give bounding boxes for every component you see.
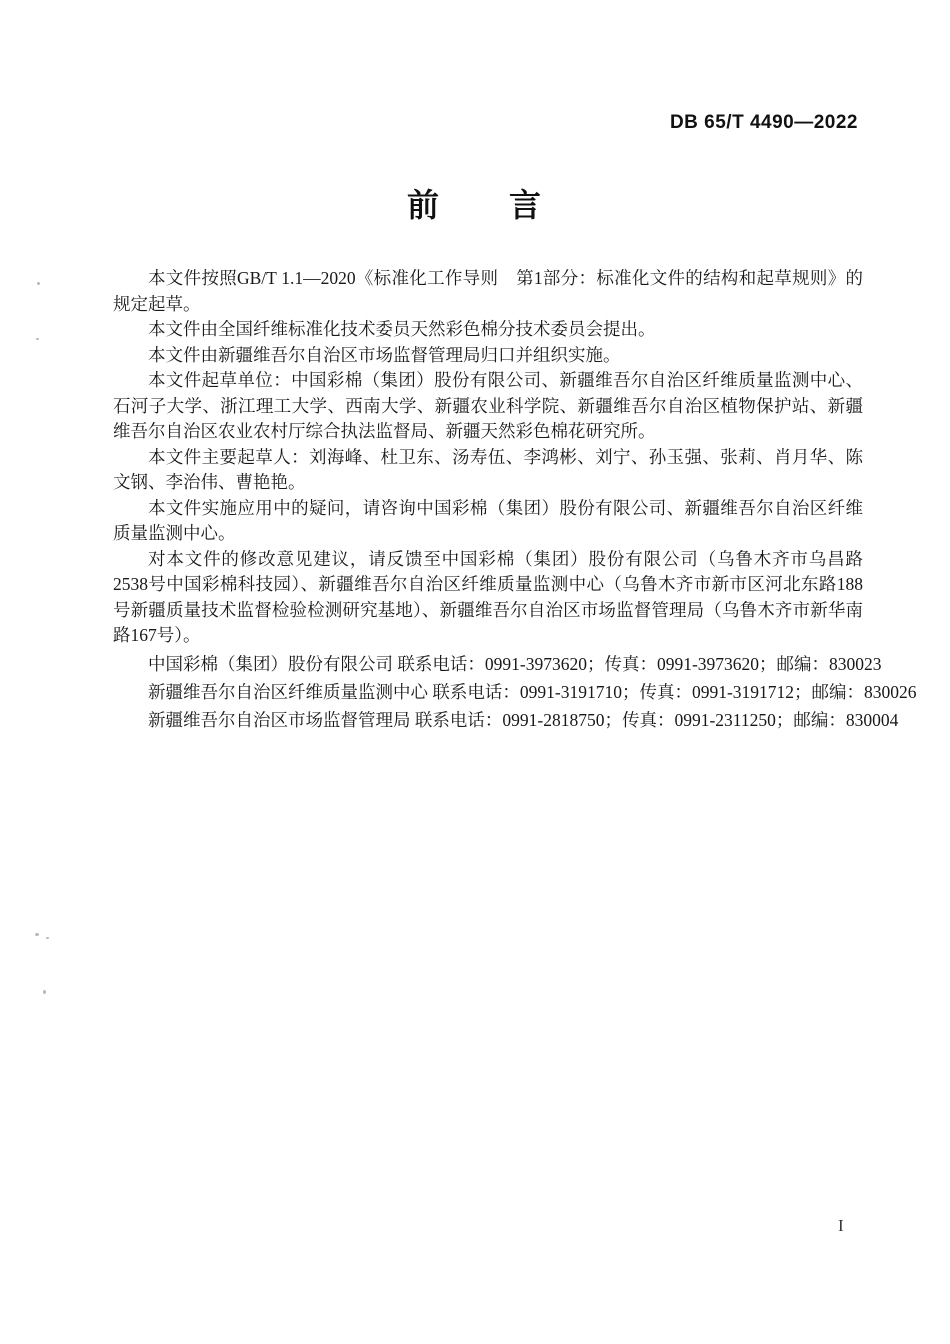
- paragraph-drafting-rules: 本文件按照GB/T 1.1—2020《标准化工作导则 第1部分：标准化文件的结构和起草规则》的规定起草。: [113, 268, 863, 314]
- paragraph-feedback-addresses: 对本文件的修改意见建议，请反馈至中国彩棉（集团）股份有限公司（乌鲁木齐市乌昌路2538号中国彩棉科技园）、新疆维吾尔自治区纤维质量监测中心（乌鲁木齐市新市区河北东路188号新疆质量技术监督检验检测研究基地）、新疆维吾尔自治区市场监督管理局（乌鲁木齐市新华南路167号）。: [113, 548, 863, 645]
- contact-line-market-regulation-bureau: 新疆维吾尔自治区市场监督管理局 联系电话：0991-2818750；传真：0991-2311250；邮编：830004: [148, 709, 899, 730]
- contact-info: [113, 650, 917, 734]
- scan-artifact: [37, 282, 40, 285]
- foreword-body: [113, 266, 917, 734]
- scan-artifact: [35, 933, 39, 936]
- scan-artifact: [36, 338, 39, 340]
- scan-artifact: [46, 937, 49, 939]
- paragraph-administered-by: 本文件由新疆维吾尔自治区市场监督管理局归口并组织实施。: [148, 344, 621, 365]
- paragraph-drafting-organizations: 本文件起草单位：中国彩棉（集团）股份有限公司、新疆维吾尔自治区纤维质量监测中心、石河子大学、浙江理工大学、西南大学、新疆农业科学院、新疆维吾尔自治区植物保护站、新疆维吾尔自治区农业农村厅综合执法监督局、新疆天然彩色棉花研究所。: [113, 370, 863, 441]
- paragraph-implementation-inquiries: 本文件实施应用中的疑问，请咨询中国彩棉（集团）股份有限公司、新疆维吾尔自治区纤维质量监测中心。: [113, 497, 863, 543]
- page-number: I: [838, 1216, 844, 1235]
- contact-line-fiber-quality-center: 新疆维吾尔自治区纤维质量监测中心 联系电话：0991-3191710；传真：0991-3191712；邮编：830026: [148, 681, 917, 702]
- standard-code: DB 65/T 4490—2022: [669, 112, 858, 133]
- scan-artifact: [43, 990, 46, 994]
- paragraph-proposed-by: 本文件由全国纤维标准化技术委员天然彩色棉分技术委员会提出。: [148, 319, 656, 339]
- page-title: 前 言: [406, 187, 543, 223]
- contact-line-china-colored-cotton: 中国彩棉（集团）股份有限公司 联系电话：0991-3973620；传真：0991-3973620；邮编：830023: [148, 653, 882, 674]
- paragraph-main-drafters: 本文件主要起草人：刘海峰、杜卫东、汤寿伍、李鸿彬、刘宁、孙玉强、张莉、肖月华、陈文钢、李治伟、曹艳艳。: [113, 446, 863, 492]
